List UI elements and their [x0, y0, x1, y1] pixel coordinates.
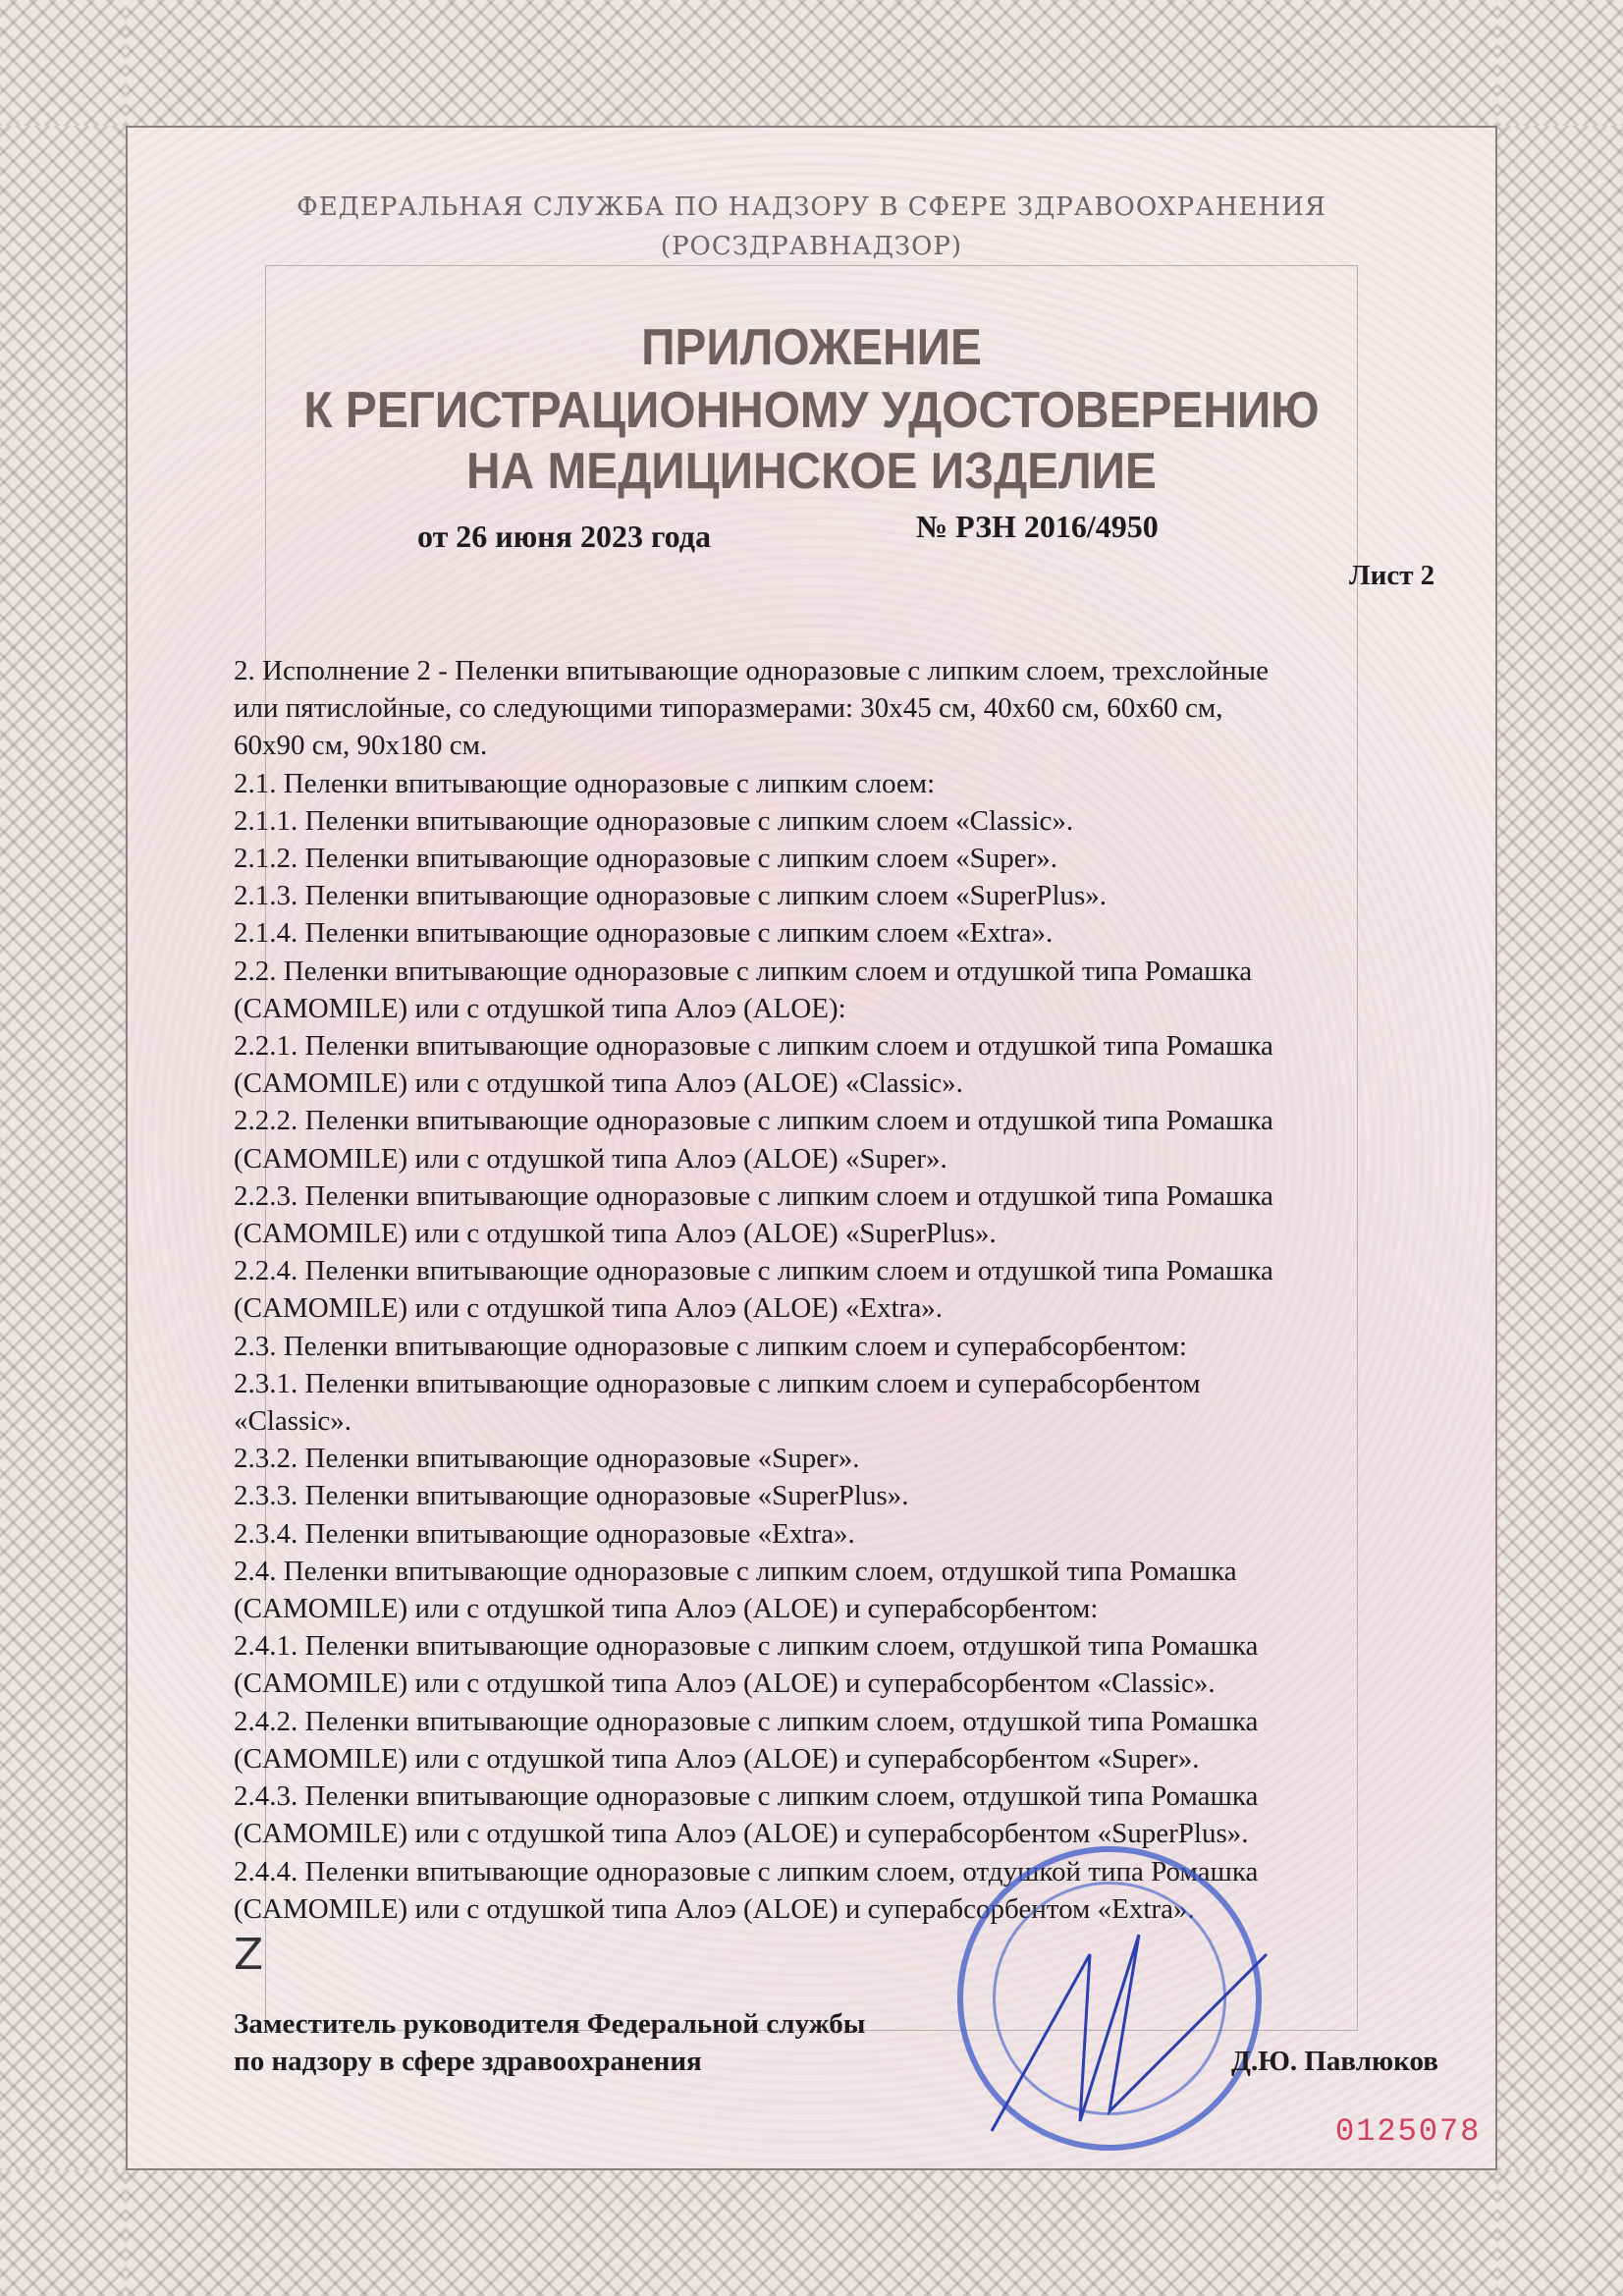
- body-line: (CAMOMILE) или с отдушкой типа Алоэ (ALOE) и суперабсорбентом «SuperPlus».: [234, 1818, 1249, 1850]
- body-line: 2.3. Пеленки впитывающие одноразовые с липким слоем и суперабсорбентом:: [234, 1330, 1187, 1362]
- title-line-3: НА МЕДИЦИНСКОЕ ИЗДЕЛИЕ: [466, 443, 1157, 500]
- body-line: 2.2.2. Пеленки впитывающие одноразовые с липким слоем и отдушкой типа Ромашка: [234, 1105, 1273, 1137]
- registration-number: № РЗН 2016/4950: [916, 509, 1159, 544]
- body-line: 2.4.1. Пеленки впитывающие одноразовые с липким слоем, отдушкой типа Ромашка: [234, 1630, 1259, 1663]
- body-line: 2.3.3. Пеленки впитывающие одноразовые «SuperPlus».: [234, 1480, 909, 1512]
- document-date: от 26 июня 2023 года: [417, 519, 711, 554]
- body-line: 2.2.4. Пеленки впитывающие одноразовые с липким слоем и отдушкой типа Ромашка: [234, 1255, 1273, 1287]
- body-line: 2.3.2. Пеленки впитывающие одноразовые «Super».: [234, 1443, 860, 1475]
- body-line: 60х90 см, 90х180 см.: [234, 730, 488, 762]
- body-line: (CAMOMILE) или с отдушкой типа Алоэ (ALOE) «SuperPlus».: [234, 1218, 997, 1250]
- signatory-title-line-2: по надзору в сфере здравоохранения: [234, 2046, 702, 2077]
- body-line: 2.2. Пеленки впитывающие одноразовые с липким слоем и отдушкой типа Ромашка: [234, 955, 1253, 987]
- body-line: или пятислойные, со следующими типоразмерами: 30х45 см, 40х60 см, 60х60 см,: [234, 692, 1223, 725]
- body-line: 2.1.1. Пеленки впитывающие одноразовые с липким слоем «Classic».: [234, 804, 1074, 837]
- body-line: 2.1.4. Пеленки впитывающие одноразовые с липким слоем «Extra».: [234, 917, 1054, 950]
- title-line-1: ПРИЛОЖЕНИЕ: [641, 319, 982, 376]
- body-line: (CAMOMILE) или с отдушкой типа Алоэ (ALOE) и суперабсорбентом:: [234, 1593, 1099, 1625]
- body-line: (CAMOMILE) или с отдушкой типа Алоэ (ALOE) и суперабсорбентом «Classic».: [234, 1667, 1216, 1700]
- body-line: «Classic».: [234, 1405, 352, 1438]
- body-line: 2.3.1. Пеленки впитывающие одноразовые с липким слоем и суперабсорбентом: [234, 1367, 1201, 1399]
- body-line: 2.4.4. Пеленки впитывающие одноразовые с липким слоем, отдушкой типа Ромашка: [234, 1855, 1259, 1887]
- body-line: 2.4.2. Пеленки впитывающие одноразовые с липким слоем, отдушкой типа Ромашка: [234, 1705, 1259, 1737]
- body-line: (CAMOMILE) или с отдушкой типа Алоэ (ALOE) и суперабсорбентом «Super».: [234, 1742, 1200, 1775]
- title-line-2: К РЕГИСТРАЦИОННОМУ УДОСТОВЕРЕНИЮ: [303, 382, 1320, 439]
- agency-short-name: (РОСЗДРАВНАДЗОР): [660, 232, 963, 261]
- form-serial-number: 0125078: [1335, 2113, 1482, 2150]
- body-line: 2. Исполнение 2 - Пеленки впитывающие одноразовые с липким слоем, трехслойные: [234, 655, 1269, 686]
- body-line: 2.4.3. Пеленки впитывающие одноразовые с липким слоем, отдушкой типа Ромашка: [234, 1780, 1259, 1813]
- body-line: 2.3.4. Пеленки впитывающие одноразовые «Extra».: [234, 1517, 855, 1550]
- signatory-title-line-1: Заместитель руководителя Федеральной службы: [234, 2008, 866, 2040]
- sheet-number: Лист 2: [1349, 560, 1435, 591]
- handwritten-initial-mark: Z: [234, 1930, 264, 1980]
- body-line: 2.1.3. Пеленки впитывающие одноразовые с липким слоем «SuperPlus».: [234, 880, 1108, 912]
- signatory-name: Д.Ю. Павлюков: [1231, 2046, 1438, 2077]
- body-line: 2.1. Пеленки впитывающие одноразовые с липким слоем:: [234, 767, 936, 799]
- agency-name: ФЕДЕРАЛЬНАЯ СЛУЖБА ПО НАДЗОРУ В СФЕРЕ ЗДРАВООХРАНЕНИЯ: [297, 192, 1326, 222]
- document-body: [234, 652, 1623, 1928]
- body-line: 2.1.2. Пеленки впитывающие одноразовые с липким слоем «Super».: [234, 843, 1058, 875]
- body-line: (CAMOMILE) или с отдушкой типа Алоэ (ALOE) и суперабсорбентом «Extra».: [234, 1892, 1195, 1925]
- body-line: (CAMOMILE) или с отдушкой типа Алоэ (ALOE) «Extra».: [234, 1292, 943, 1325]
- body-line: (CAMOMILE) или с отдушкой типа Алоэ (ALOE) «Super».: [234, 1142, 947, 1175]
- body-line: 2.4. Пеленки впитывающие одноразовые с липким слоем, отдушкой типа Ромашка: [234, 1555, 1237, 1587]
- body-line: 2.2.3. Пеленки впитывающие одноразовые с липким слоем и отдушкой типа Ромашка: [234, 1179, 1273, 1212]
- body-line: (CAMOMILE) или с отдушкой типа Алоэ (ALOE) «Classic».: [234, 1067, 963, 1100]
- signature: [972, 1895, 1286, 2151]
- body-line: (CAMOMILE) или с отдушкой типа Алоэ (ALOE):: [234, 992, 846, 1024]
- body-line: 2.2.1. Пеленки впитывающие одноразовые с липким слоем и отдушкой типа Ромашка: [234, 1030, 1273, 1063]
